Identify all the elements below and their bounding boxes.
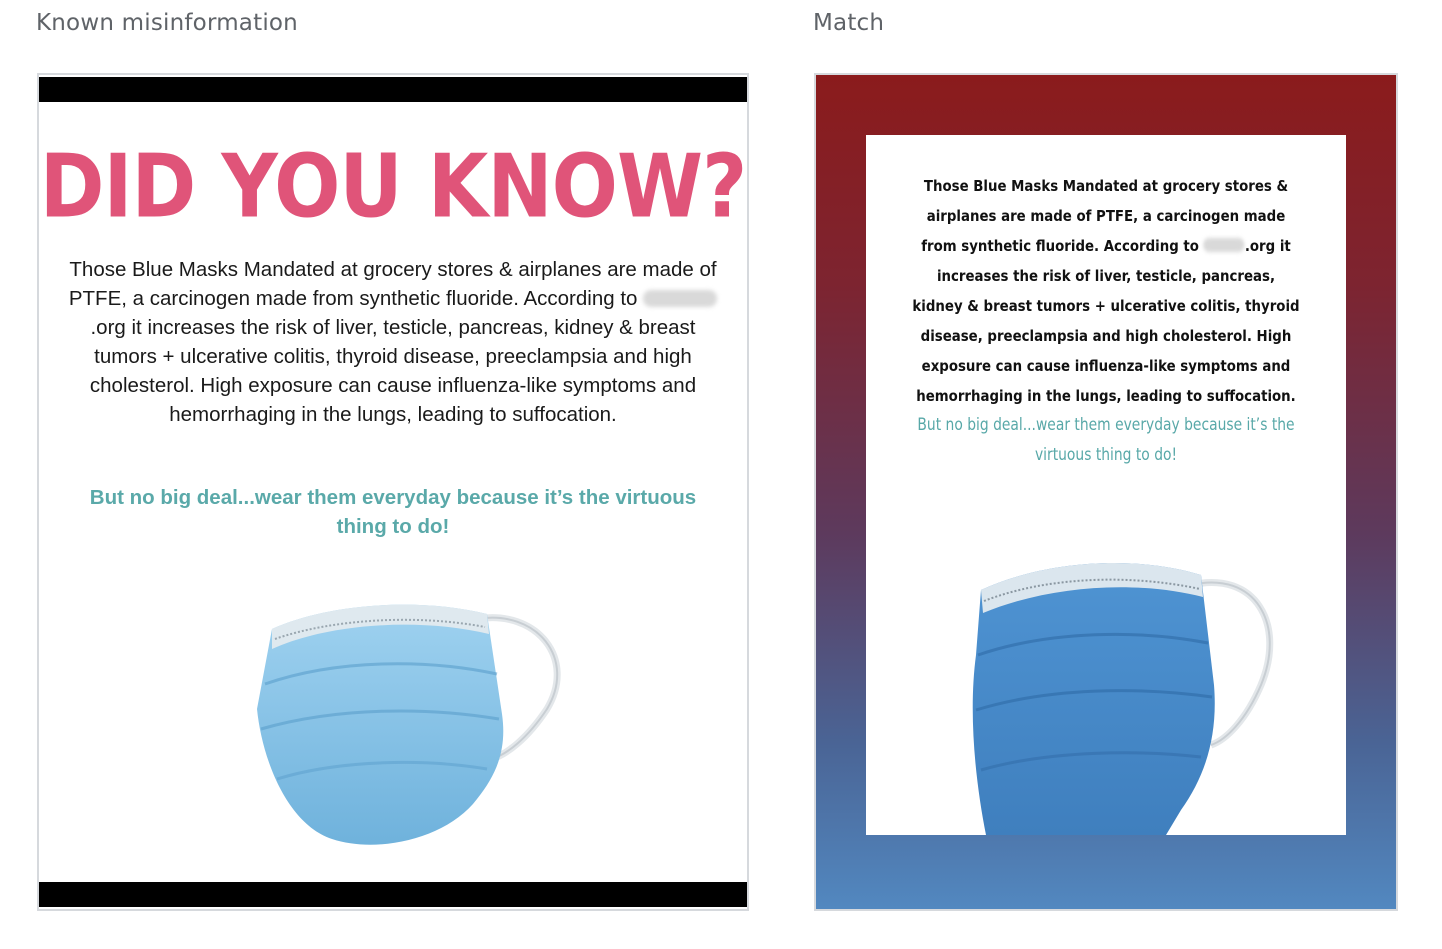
headline: DID YOU KNOW? <box>39 137 747 238</box>
known-misinformation-image[interactable] <box>37 73 749 911</box>
match-tagline: But no big deal...wear them everyday because it’s the virtuous thing to do! <box>917 415 1295 464</box>
match-label: Match <box>813 10 885 36</box>
surgical-mask-icon <box>956 545 1286 835</box>
body-text-end: .org it increases the risk of liver, testicle, pancreas, kidney & breast tumors + ulcerative colitis, thyroid disease, preeclampsia and high cholesterol. High exposure can cause influenza-like symptoms and hemorrhaging in the lungs, leading to suffocation. <box>89 316 697 426</box>
body-text-start: Those Blue Masks Mandated at grocery stores & airplanes are made of PTFE, a carcinogen made from synthetic fluoride. According to <box>68 258 717 310</box>
top-black-bar <box>39 77 747 102</box>
match-image[interactable] <box>814 73 1398 911</box>
redacted-domain <box>1204 238 1245 252</box>
surgical-mask-icon <box>217 589 577 859</box>
bottom-black-bar <box>39 882 747 907</box>
redacted-domain <box>643 290 717 307</box>
tagline: But no big deal...wear them everyday because it’s the virtuous thing to do! <box>89 486 697 538</box>
match-inner-panel <box>866 135 1346 835</box>
known-misinformation-label: Known misinformation <box>36 10 298 36</box>
match-body-text-start: Those Blue Masks Mandated at grocery stores & airplanes are made of PTFE, a carcinogen made from synthetic fluoride. According to <box>921 177 1289 255</box>
body-text <box>63 255 723 429</box>
match-body-text-end: .org it increases the risk of liver, testicle, pancreas, kidney & breast tumors + ulcerative colitis, thyroid disease, preeclampsia and high cholesterol. High exposure can cause influenza-like symptoms and hemorrhaging in the lungs, leading to suffocation. <box>912 237 1300 405</box>
match-body-text <box>912 171 1301 411</box>
